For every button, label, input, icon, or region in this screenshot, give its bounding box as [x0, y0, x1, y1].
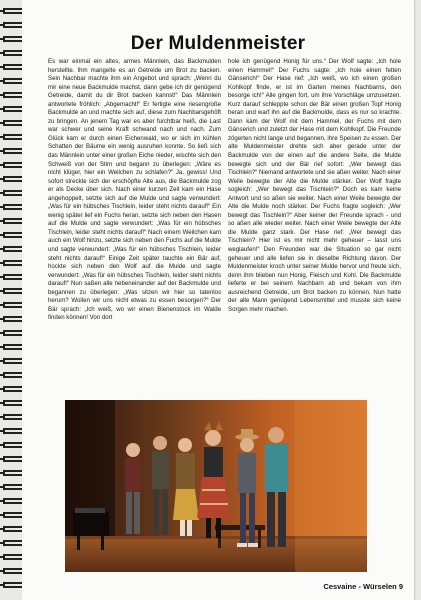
story-text-left: Es war einmal ein altes, armes Männlein, das Backmulden herstellte. Ihm mangelte es an Getreide um Brot zu backen. Sein Nachbar machte ihm ein Angebot und sprach: „Wenn du mir eine neue Backmulde machst, dann gebe ich dir genügend Getreide, damit du dir Brot backen kannst!“ Das Männlein antwortete fröhlich: „Abgemacht!“ Er fertigte eine riesengroße Backmulde an und machte sich auf, diese zum Nachbarsgehöft zu bringen. An jenem Tag war es aber furchtbar heiß, die Last war schwer und seine Kraft schwand nach und nach. Zum Glück kam er durch einen Eichenwald, wo er sich im kühlen Schatten der Bäume ein wenig ausruhen konnte. So ließ sich das Männlein unter einer großen Eiche nieder, wischte sich den Schweiß von der Stirn und begann zu überlegen: „Wäre es nicht klüger, hier ein Weilchen zu schlafen?“ Ja, gewiss! Und sofort streckte sich der erschöpfte Alte aus, die Backmulde zog er als Decke über sich. Nach einer kurzen Zeit kam ein Hase angehoppelt, setzte sich auf die Mulde und sagte verwundert: „Was für ein hübsches Tischlein, leider steht nichts darauf!“ Ein wenig später lief ein Fuchs heran, setzte sich neben den Hasen auf die Mulde und sagte verwundert: „Was für ein hübsches Tischlein, leider steht nichts darauf!“ Nach einem Weilchen kam auch ein Wolf hinzu, setzte sich neben den Fuchs auf die Mulde und sagte verwundert: „Was für ein hübsches Tischlein, leider steht nichts darauf!“ Einige Zeit später tauchte ein Bär auf, hockte sich neben den Wolf auf die Mulde und sagte verwundert: „Was für ein hübsches Tischlein, leider steht nichts darauf!“ Nun saßen alle nebeneinander auf der Backmulde und begannen zu überlegen: „Was sitzen wir hier so tatenlos herum? Wollen wir uns nicht etwas zu essen besorgen?“ Der Bär sprach: „Ich weiß, wo wir einen Bienenstock im Walde finden können! Von dort: [48, 58, 221, 322]
stage-photo: [65, 400, 367, 572]
story-text-right: hole ich genügend Honig für uns.“ Der Wolf sagte: „Ich hole einen Hammel!“ Der Fuchs sagte: „Ich hole einen fetten Gänserich!“ Der Hase rief: „Ich weiß, wo ich einen großen Kohlkopf finde, er ist im Garten meines Nachbarns, den besorge ich!“ Alle gingen fort, um ihre Vorschläge umzusetzen. Kurz darauf schleppte schon der Bär einen großen Topf Honig heran und warf ihn auf die Backmulde, dass es nur so krachte. Dann kam der Wolf mit dem Hammel, der Fuchs mit dem Gänserich und zuletzt der Hase mit dem Kohlkopf. Die Freunde zögerten nicht lange und begannen, ihre Speisen zu essen. Der alte Muldenmeister drehte sich aber gerade unter der Backmulde von der einen auf die andere Seite, die Mulde bewegte sich und der Bär rief sofort: „Wer bewegt das Tischlein?“ Niemand antwortete und sie aßen weiter. Nach einer Weile bewegte der Alte die Mulde stärker. Der Wolf fragte sogleich: „Wer bewegt das Tischlein?“ Doch es kam keine Antwort und so aßen sie weiter. Nach einer Weile bewegte der Alte die Mulde noch stärker. Der Fuchs fragte sogleich: „Wer bewegt das Tischlein?“ Aber keiner der Freunde sprach - und so aßen alle wieder weiter. Nach einer Weile bewegte der Alte die Mulde ganz stark. Der Hase rief: „Wer bewegt das Tischlein? Hier ist es mir nicht mehr geheuer – lasst uns weglaufen!“ Den Freunden war die Situation so gar nicht geheuer und alle liefen sie in dieselbe Richtung davon. Der Muldenmeister kroch unter seiner Mulde hervor und freute sich, denn ihm blieben nun Honig, Fleisch und Kohl. Die Backmulde lieferte er bei seinem Nachbarn ab und bekam von ihm ausreichend Getreide, um Brot backen zu können. Nun hatte der alte Mann genügend Lebensmittel und musste sich keine Sorgen mehr machen.: [228, 58, 401, 313]
page-footer: Cesvaine - Würselen 9: [323, 582, 403, 591]
text-column-right: [228, 58, 401, 314]
text-column-left: [48, 58, 221, 323]
page-title: Der Muldenmeister: [130, 33, 306, 54]
